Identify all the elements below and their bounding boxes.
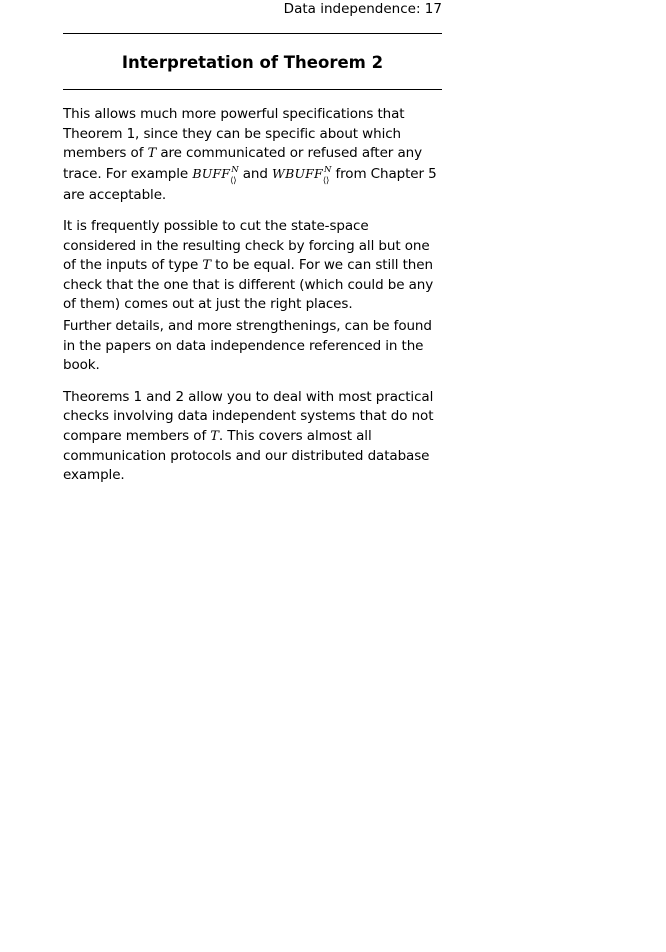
p3-text-1: Further details, and more strengthenings, can be found in the papers on data independence referenced in the book. xyxy=(63,317,432,374)
p1-text-4: from Chapter 5 are acceptable. xyxy=(63,165,437,204)
p2-text-2: to be equal. For we can still then check that the one that is different (which could be any of them) comes out at just the right places. xyxy=(63,257,434,313)
p4-text-1: Theorems 1 and 2 allow you to deal with most practical checks involving data independent systems that do not compare members of xyxy=(63,388,434,444)
paragraph-2 xyxy=(63,217,442,315)
slide xyxy=(63,0,442,486)
buff-symbol xyxy=(192,164,238,187)
math-T: T xyxy=(202,258,211,274)
title-rule xyxy=(63,89,442,90)
wbuff-superscript: N xyxy=(323,164,332,175)
p1-text-3: and xyxy=(238,165,273,182)
running-header xyxy=(63,0,442,25)
top-rule xyxy=(63,33,442,34)
buff-base: BUFF xyxy=(192,165,231,181)
p1-text-2: are communicated or refused after any trace. For example xyxy=(63,145,422,182)
wbuff-subscript: ⟨⟩ xyxy=(322,175,330,186)
paragraph-4 xyxy=(63,388,442,486)
p1-text-1: This allows much more powerful specifications that Theorem 1, since they can be specific about which members of xyxy=(63,106,405,162)
math-T: T xyxy=(147,146,157,162)
p4-text-2: . This covers almost all communication protocols and our distributed database example. xyxy=(63,427,430,484)
slide-title: Interpretation of Theorem 2 xyxy=(121,53,384,72)
paragraph-3 xyxy=(63,317,442,376)
wbuff-symbol xyxy=(272,164,331,187)
paragraph-1 xyxy=(63,105,442,206)
running-title: Data independence: 17 xyxy=(283,1,442,17)
slide-body xyxy=(63,105,442,486)
buff-subscript: ⟨⟩ xyxy=(230,175,237,186)
p2-text-1: It is frequently possible to cut the state-space considered in the resulting check by forcing all but one of the inputs of type xyxy=(63,217,430,274)
buff-superscript: N xyxy=(231,164,239,175)
wbuff-base: WBUFF xyxy=(272,165,323,181)
math-T: T xyxy=(210,428,219,444)
